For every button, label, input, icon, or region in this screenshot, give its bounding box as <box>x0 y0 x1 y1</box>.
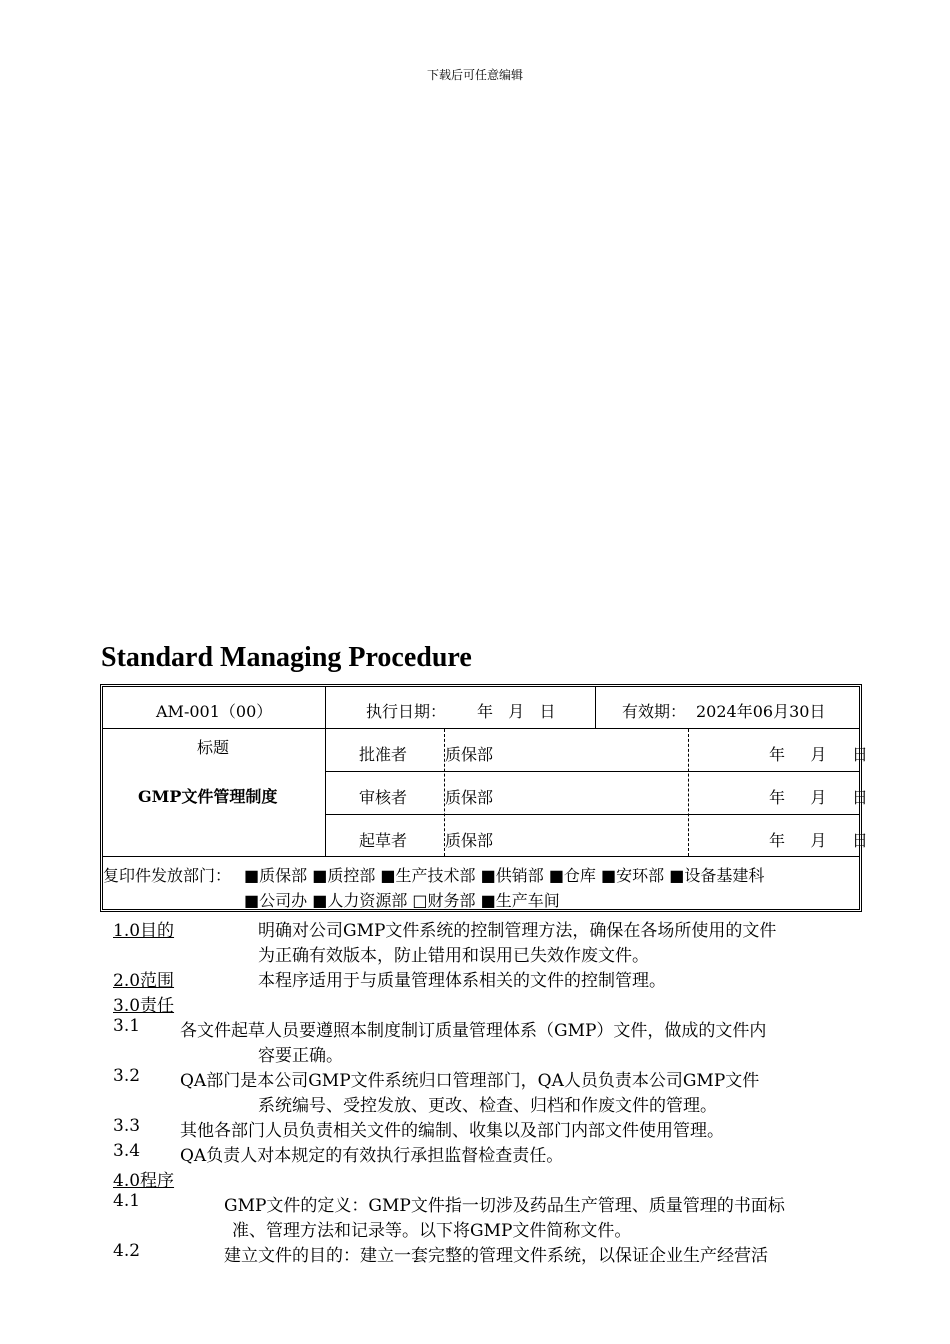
item-4-1-line-2: 准、管理方法和记录等。以下将GMP文件简称文件。 <box>232 1221 632 1241</box>
validity-label: 有效期： <box>622 702 687 721</box>
subject-value: GMP文件管理制度 <box>138 787 278 806</box>
reviewer-date: 年 月 日 <box>769 788 868 807</box>
section-2-text: 本程序适用于与质量管理体系相关的文件的控制管理。 <box>258 971 666 991</box>
exec-date-label: 执行日期： <box>366 702 447 721</box>
subject-label: 标题 <box>197 738 230 757</box>
document-control-table <box>100 684 868 912</box>
item-3-2-number: 3.2 <box>113 1066 141 1086</box>
download-note: 下载后可任意编辑 <box>426 68 523 82</box>
section-4-heading: 4.0程序 <box>113 1171 175 1191</box>
item-3-4-number: 3.4 <box>113 1141 141 1161</box>
item-3-1-line-2: 容要正确。 <box>258 1046 343 1066</box>
item-3-2-line-1: QA部门是本公司GMP文件系统归口管理部门，QA人员负责本公司GMP文件 <box>180 1071 760 1091</box>
section-2-heading: 2.0范围 <box>113 971 175 991</box>
item-3-4-text: QA负责人对本规定的有效执行承担监督检查责任。 <box>180 1146 564 1166</box>
distribution-line-2: ■公司办 ■人力资源部 □财务部 ■生产车间 <box>244 891 560 910</box>
item-3-2-line-2: 系统编号、受控发放、更改、检查、归档和作废文件的管理。 <box>258 1096 717 1116</box>
section-3-heading: 3.0责任 <box>113 996 175 1016</box>
approver-dept: 质保部 <box>445 745 494 764</box>
item-4-1-line-1: GMP文件的定义：GMP文件指一切涉及药品生产管理、质量管理的书面标 <box>224 1196 785 1216</box>
reviewer-role: 审核者 <box>359 788 408 807</box>
item-4-1-number: 4.1 <box>113 1191 141 1211</box>
item-3-3-number: 3.3 <box>113 1116 141 1136</box>
section-1-text-line-2: 为正确有效版本，防止错用和误用已失效作废文件。 <box>258 946 649 966</box>
doc-code: AM-001（00） <box>156 702 273 721</box>
drafter-role: 起草者 <box>359 831 408 850</box>
distribution-label: 复印件发放部门： <box>103 866 232 885</box>
drafter-date: 年 月 日 <box>769 831 868 850</box>
approver-role: 批准者 <box>359 745 408 764</box>
item-4-2-line-1: 建立文件的目的：建立一套完整的管理文件系统，以保证企业生产经营活 <box>224 1246 768 1266</box>
page-title: Standard Managing Procedure <box>101 642 472 673</box>
item-4-2-number: 4.2 <box>113 1241 141 1261</box>
distribution-line-1: ■质保部 ■质控部 ■生产技术部 ■供销部 ■仓库 ■安环部 ■设备基建科 <box>244 866 765 885</box>
item-3-3-text: 其他各部门人员负责相关文件的编制、收集以及部门内部文件使用管理。 <box>180 1121 724 1141</box>
exec-date-value: 年 月 日 <box>477 702 556 721</box>
validity-value: 2024年06月30日 <box>696 702 826 721</box>
reviewer-dept: 质保部 <box>445 788 494 807</box>
item-3-1-number: 3.1 <box>113 1016 141 1036</box>
section-1-heading: 1.0目的 <box>113 921 175 941</box>
drafter-dept: 质保部 <box>445 831 494 850</box>
item-3-1-line-1: 各文件起草人员要遵照本制度制订质量管理体系（GMP）文件，做成的文件内 <box>180 1021 767 1041</box>
section-1-text-line-1: 明确对公司GMP文件系统的控制管理方法，确保在各场所使用的文件 <box>258 921 777 941</box>
approver-date: 年 月 日 <box>769 745 868 764</box>
